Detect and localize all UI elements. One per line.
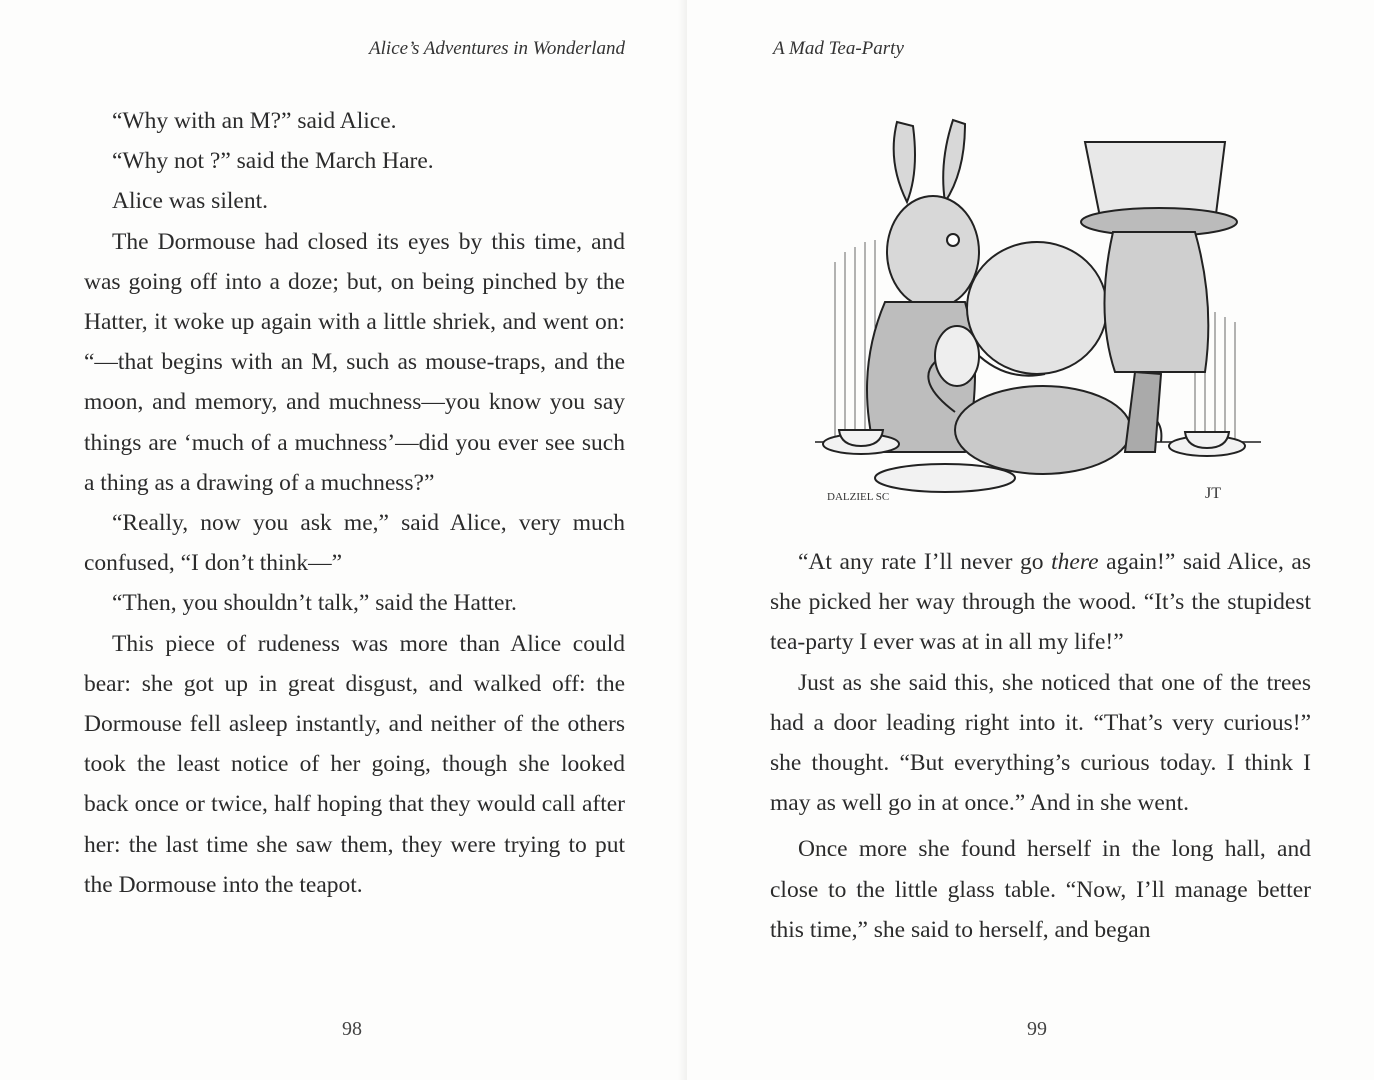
page-number-right: 99 <box>1027 1018 1047 1040</box>
right-page <box>687 0 1374 1080</box>
paragraph: Alice was silent. <box>112 188 268 215</box>
right-page-body <box>770 542 1311 950</box>
paragraph: “Why with an M?” said Alice. <box>112 108 397 134</box>
emphasis-text: there <box>1051 549 1099 575</box>
plate <box>875 464 1015 492</box>
paragraph-text: “At any rate I’ll never go <box>798 549 1052 575</box>
paragraph: Once more she found herself in the long hall, and close to the little glass table. “Now, I’ll manage better this time,” she said to herself, and began <box>770 836 1311 943</box>
paragraph: The Dormouse had closed its eyes by this time, and was going off into a doze; but, on being pinched by the Hatter, it woke up again with a little shriek, and went on: “—that begins with an M, such as mouse-traps, and the moon, and memory, and muchness—you know you say things are ‘much of a muchness’—did you ever see such a thing as a drawing of a muchness?” <box>84 228 625 496</box>
page-number-left: 98 <box>342 1018 362 1040</box>
paragraph <box>770 542 1311 663</box>
paragraph: This piece of rudeness was more than Alice could bear: she got up in great disgust, and walked off: the Dormouse fell asleep instantly, and neither of the others took the least notice of her going, though she looked back once or twice, half hoping that they would call after her: the last time she saw them, they were trying to put the Dormouse into the teapot. <box>84 630 625 898</box>
paragraph: “Really, now you ask me,” said Alice, very much confused, “I don’t think—” <box>84 510 625 577</box>
engraver-signature: DALZIEL SC <box>827 491 890 503</box>
tea-party-illustration <box>815 112 1261 508</box>
paragraph: “Why not ?” said the March Hare. <box>112 148 434 175</box>
march-hare-figure <box>867 120 979 452</box>
paragraph: Just as she said this, she noticed that one of the trees had a door leading right into it. “That’s very curious!” she thought. “But everything’s curious today. I think I may as well go in at once.” And in she went. <box>770 669 1311 817</box>
dormouse-figure <box>967 242 1107 376</box>
paragraph: “Then, you shouldn’t talk,” said the Hatter. <box>112 590 517 617</box>
left-page-body <box>84 101 625 905</box>
paragraph-text: again!” said Alice, as she picked her way through the wood. “It’s the stupidest tea-party I ever was at in all my life!” <box>770 549 1311 656</box>
running-head-right: A Mad Tea-Party <box>773 38 904 59</box>
running-head-left: Alice’s Adventures in Wonderland <box>369 38 625 59</box>
artist-monogram: JT <box>1205 485 1221 502</box>
